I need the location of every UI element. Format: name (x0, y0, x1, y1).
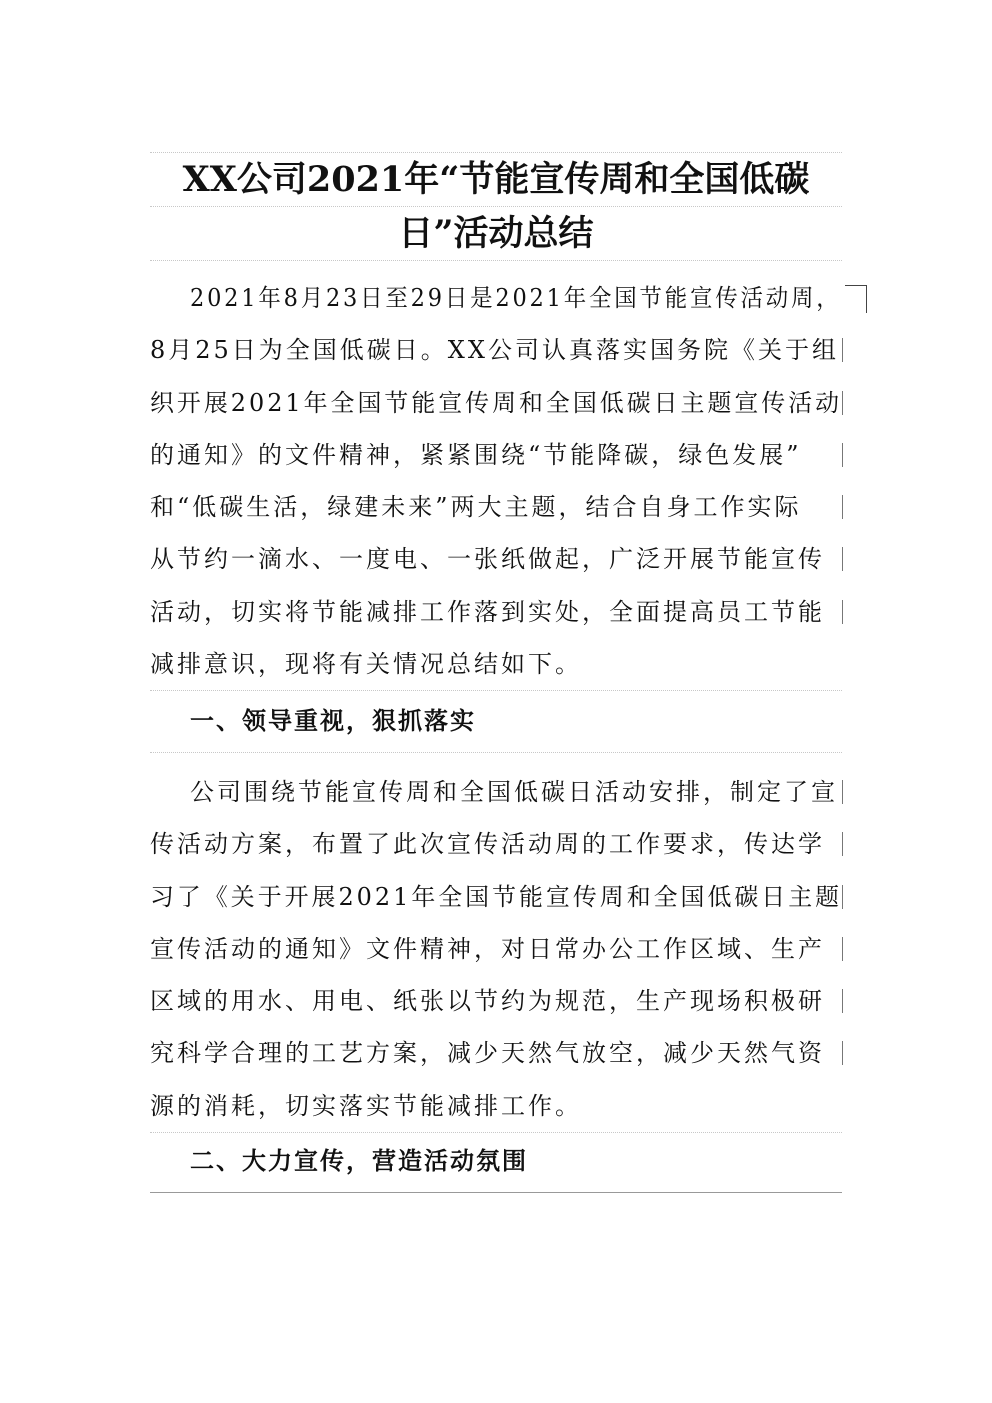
paragraph-line: 和“低碳生活，绿建未来”两大主题，结合自身工作实际 (150, 481, 842, 533)
paragraph-line: 的通知》的文件精神，紧紧围绕“节能降碳，绿色发展” (150, 429, 842, 481)
paragraph-line: 究科学合理的工艺方案，减少天然气放空，减少天然气资 (150, 1027, 842, 1079)
section-heading: 二、大力宣传，营造活动氛围 (150, 1130, 842, 1193)
paragraph-line: 2021年8月23日至29日是2021年全国节能宣传活动周， (190, 284, 842, 312)
paragraph-line: 从节约一滴水、一度电、一张纸做起，广泛开展节能宣传 (150, 533, 842, 585)
paragraph-line: 活动，切实将节能减排工作落到实处，全面提高员工节能 (150, 586, 842, 638)
paragraph-line: 织开展2021年全国节能宣传周和全国低碳日主题宣传活动 (150, 388, 843, 417)
title-line-2: 日”活动总结 (150, 206, 842, 261)
paragraph-line: 减排意识，现将有关情况总结如下。 (150, 638, 842, 691)
paragraph-line: 宣传活动的通知》文件精神，对日常办公工作区域、生产 (150, 923, 842, 975)
section-1 (150, 690, 842, 753)
paragraph-line: 公司围绕节能宣传周和全国低碳日活动安排，制定了宣 (150, 766, 842, 818)
paragraph-line: 传活动方案，布置了此次宣传活动周的工作要求，传达学 (150, 818, 842, 870)
paragraph-line: 习了《关于开展2021年全国节能宣传周和全国低碳日主题 (150, 882, 843, 911)
title-line-1: XX公司2021年“节能宣传周和全国低碳 (150, 152, 842, 206)
paragraph-line: 区域的用水、用电、纸张以节约为规范，生产现场积极研 (150, 975, 842, 1027)
paragraph-line: 8月25日为全国低碳日。XX公司认真落实国务院《关于组 (150, 324, 842, 376)
paragraph-line: 源的消耗，切实落实节能减排工作。 (150, 1080, 842, 1133)
section-2 (150, 1130, 842, 1193)
section-heading: 一、领导重视，狠抓落实 (150, 690, 842, 753)
section-1-paragraph (150, 766, 842, 1133)
intro-paragraph (150, 272, 842, 691)
document-title (150, 152, 842, 261)
